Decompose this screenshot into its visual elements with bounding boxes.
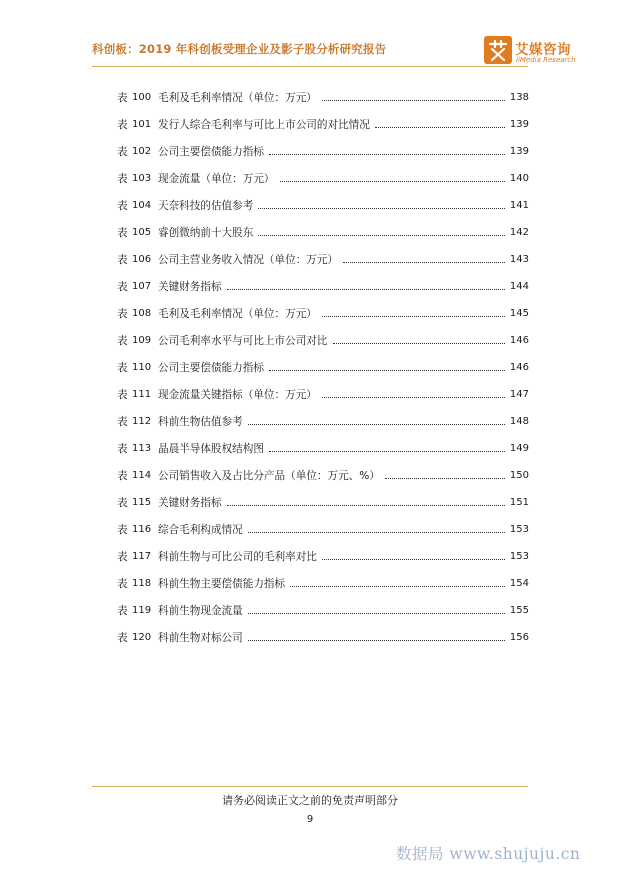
toc-entry-number: 115 [132,497,152,508]
toc-entry-number: 109 [132,335,152,346]
toc-entry[interactable] [117,489,529,516]
toc-entry-page: 139 [509,119,529,130]
toc-entry-page: 143 [509,254,529,265]
toc-entry-page: 156 [509,632,529,643]
toc-entry-prefix: 表 [117,200,128,212]
toc-entry-prefix: 表 [117,362,128,374]
toc-entry[interactable] [117,543,529,570]
toc-entry-prefix: 表 [117,470,128,482]
dot-leader [248,424,505,425]
dot-leader [322,559,505,560]
toc-entry-number: 116 [132,524,152,535]
dot-leader [322,397,505,398]
dot-leader [269,370,505,371]
toc-entry-number: 103 [132,173,152,184]
toc-entry[interactable] [117,327,529,354]
toc-entry-page: 138 [509,92,529,103]
toc-entry-title: 公司毛利率水平与可比上市公司对比 [158,335,328,347]
toc-entry[interactable] [117,597,529,624]
toc-entry-title: 关键财务指标 [158,281,222,293]
toc-entry[interactable] [117,111,529,138]
toc-entry-title: 科前生物与可比公司的毛利率对比 [158,551,317,563]
toc-entry[interactable] [117,381,529,408]
toc-entry-page: 150 [509,470,529,481]
toc-entry-page: 155 [509,605,529,616]
toc-entry[interactable] [117,435,529,462]
toc-entry-number: 108 [132,308,152,319]
toc-entry[interactable] [117,219,529,246]
footer-divider [92,786,528,787]
toc-entry-number: 111 [132,389,152,400]
toc-entry-prefix: 表 [117,389,128,401]
toc-entry-prefix: 表 [117,119,128,131]
toc-entry-title: 现金流量（单位：万元） [158,173,275,185]
toc-entry-title: 关键财务指标 [158,497,222,509]
dot-leader [322,100,505,101]
dot-leader [258,208,505,209]
toc-entry-page: 146 [509,362,529,373]
toc-entry-prefix: 表 [117,497,128,509]
dot-leader [375,127,505,128]
toc-entry-prefix: 表 [117,605,128,617]
report-title: 科创板：2019 年科创板受理企业及影子股分析研究报告 [92,42,387,56]
header-divider [92,66,528,67]
toc-entry[interactable] [117,408,529,435]
toc-entry-title: 公司主营业务收入情况（单位：万元） [158,254,339,266]
toc-entry-title: 科前生物估值参考 [158,416,243,428]
toc-entry-number: 104 [132,200,152,211]
toc-entry[interactable] [117,624,529,651]
toc-entry-number: 118 [132,578,152,589]
dot-leader [227,289,505,290]
toc-entry-prefix: 表 [117,443,128,455]
toc-entry-number: 117 [132,551,152,562]
toc-entry-number: 106 [132,254,152,265]
toc-entry[interactable] [117,273,529,300]
watermark: 数据局 www.shujuju.cn [396,845,581,863]
toc-entry-prefix: 表 [117,524,128,536]
toc-entry-page: 141 [509,200,529,211]
dot-leader [290,586,505,587]
toc-entry-number: 120 [132,632,152,643]
logo-name-cn: 艾媒咨询 [515,42,571,58]
toc-entry-prefix: 表 [117,173,128,185]
toc-entry-page: 145 [509,308,529,319]
toc-entry[interactable] [117,570,529,597]
toc-entry-title: 公司销售收入及占比分产品（单位：万元、%） [158,470,380,482]
toc-entry-title: 毛利及毛利率情况（单位：万元） [158,92,317,104]
toc-entry-page: 147 [509,389,529,400]
dot-leader [248,613,505,614]
dot-leader [248,532,505,533]
toc-entry-page: 153 [509,524,529,535]
toc-entry[interactable] [117,192,529,219]
toc-entry-title: 科前生物现金流量 [158,605,243,617]
toc-entry-prefix: 表 [117,227,128,239]
dot-leader [280,181,505,182]
toc-entry-title: 科前生物对标公司 [158,632,243,644]
toc-entry-prefix: 表 [117,308,128,320]
toc-entry-page: 142 [509,227,529,238]
dot-leader [227,505,505,506]
toc-entry-prefix: 表 [117,254,128,266]
dot-leader [333,343,506,344]
toc-entry-page: 139 [509,146,529,157]
toc-entry[interactable] [117,516,529,543]
dot-leader [269,451,505,452]
toc-entry-number: 119 [132,605,152,616]
toc-entry-number: 102 [132,146,152,157]
toc-entry-prefix: 表 [117,146,128,158]
toc-entry-title: 睿创微纳前十大股东 [158,227,254,239]
toc-entry[interactable] [117,165,529,192]
toc-entry-number: 114 [132,470,152,481]
toc-entry-title: 晶晨半导体股权结构图 [158,443,264,455]
toc-entry-number: 107 [132,281,152,292]
toc-entry-page: 153 [509,551,529,562]
dot-leader [322,316,505,317]
toc-entry-prefix: 表 [117,281,128,293]
brand-logo [484,36,594,70]
toc-entry-page: 149 [509,443,529,454]
toc-entry-title: 科前生物主要偿债能力指标 [158,578,286,590]
toc-entry-number: 100 [132,92,152,103]
dot-leader [343,262,505,263]
toc-entry-title: 综合毛利构成情况 [158,524,243,536]
page-number: 9 [306,814,314,825]
toc-entry-number: 113 [132,443,152,454]
dot-leader [248,640,505,641]
toc-entry-number: 105 [132,227,152,238]
toc-entry-title: 毛利及毛利率情况（单位：万元） [158,308,317,320]
iimedia-logo-icon [484,36,512,64]
toc-entry[interactable] [117,300,529,327]
toc-entry[interactable] [117,138,529,165]
toc-entry[interactable] [117,462,529,489]
toc-entry-prefix: 表 [117,92,128,104]
disclaimer-notice: 请务必阅读正文之前的免责声明部分 [222,794,398,807]
logo-name-en: iiMedia Research [516,56,576,64]
toc-entry-page: 140 [509,173,529,184]
toc-entry-prefix: 表 [117,551,128,563]
toc-entry-page: 148 [509,416,529,427]
toc-entry-title: 公司主要偿债能力指标 [158,362,264,374]
dot-leader [269,154,505,155]
toc-entry[interactable] [117,354,529,381]
toc-entry-page: 144 [509,281,529,292]
toc-entry-number: 112 [132,416,152,427]
toc-entry-title: 发行人综合毛利率与可比上市公司的对比情况 [158,119,370,131]
toc-entry-prefix: 表 [117,416,128,428]
toc-entry-page: 154 [509,578,529,589]
toc-entry-page: 146 [509,335,529,346]
toc-entry-title: 公司主要偿债能力指标 [158,146,264,158]
toc-entry-number: 110 [132,362,152,373]
toc-entry[interactable] [117,246,529,273]
toc-entry-number: 101 [132,119,152,130]
toc-entry-prefix: 表 [117,578,128,590]
toc-entry-title: 天奈科技的估值参考 [158,200,254,212]
toc-entry-title: 现金流量关键指标（单位：万元） [158,389,317,401]
table-of-tables [117,84,529,651]
toc-entry-prefix: 表 [117,335,128,347]
toc-entry[interactable] [117,84,529,111]
dot-leader [385,478,505,479]
toc-entry-prefix: 表 [117,632,128,644]
dot-leader [258,235,505,236]
toc-entry-page: 151 [509,497,529,508]
